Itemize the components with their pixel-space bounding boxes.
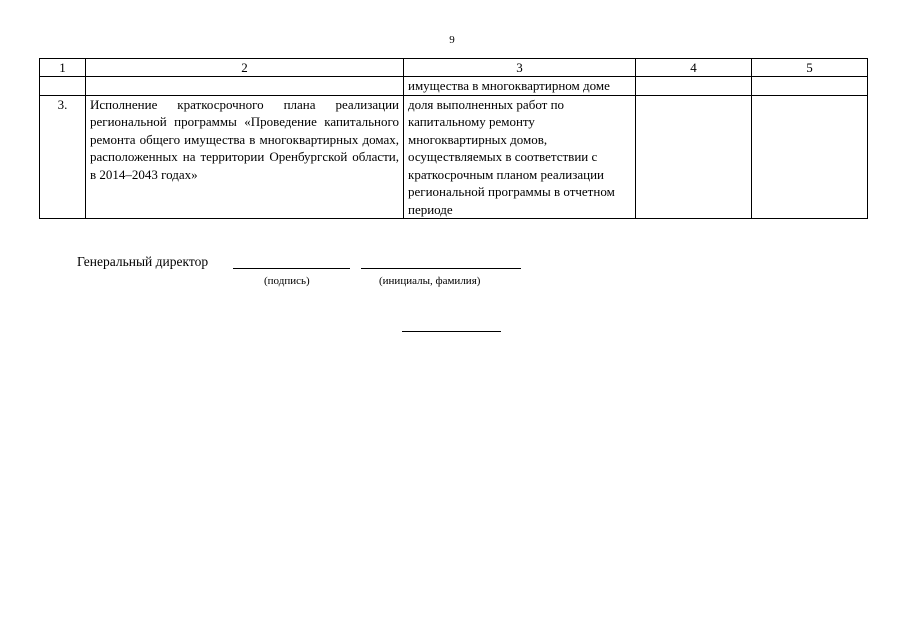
table-row [40,77,868,96]
indicator-description-cell: доля выполненных работ по капитальному ремонту многоквартирных домов, осуществляемых в соответствии с краткосрочным планом реализации региональной программы в отчетном периоде [404,95,636,219]
header-cell-5: 5 [752,59,868,77]
name-caption: (инициалы, фамилия) [379,275,481,287]
indicator-name-cell: Исполнение краткосрочного плана реализации региональной программы «Проведение капитального ремонта общего имущества в многоквартирных домах, расположенных на территории Оренбургской области, в 2014–2043 годах» [86,95,404,219]
indicator-description-cell: имущества в многоквартирном доме [404,77,636,96]
page-number: 9 [449,34,455,46]
header-cell-4: 4 [636,59,752,77]
header-cell-2: 2 [86,59,404,77]
value-cell-4 [636,77,752,96]
table-header-row [40,59,868,77]
row-number-cell [40,77,86,96]
value-cell-5 [752,95,868,219]
signature-caption: (подпись) [264,275,310,287]
signature-line [233,268,350,269]
report-table [39,58,868,219]
indicator-name-cell [86,77,404,96]
header-cell-1: 1 [40,59,86,77]
value-cell-4 [636,95,752,219]
table-row [40,95,868,219]
value-cell-5 [752,77,868,96]
signature-title: Генеральный директор [77,254,209,269]
header-cell-3: 3 [404,59,636,77]
end-divider [402,331,501,332]
name-line [361,268,521,269]
row-number-cell: 3. [40,95,86,219]
